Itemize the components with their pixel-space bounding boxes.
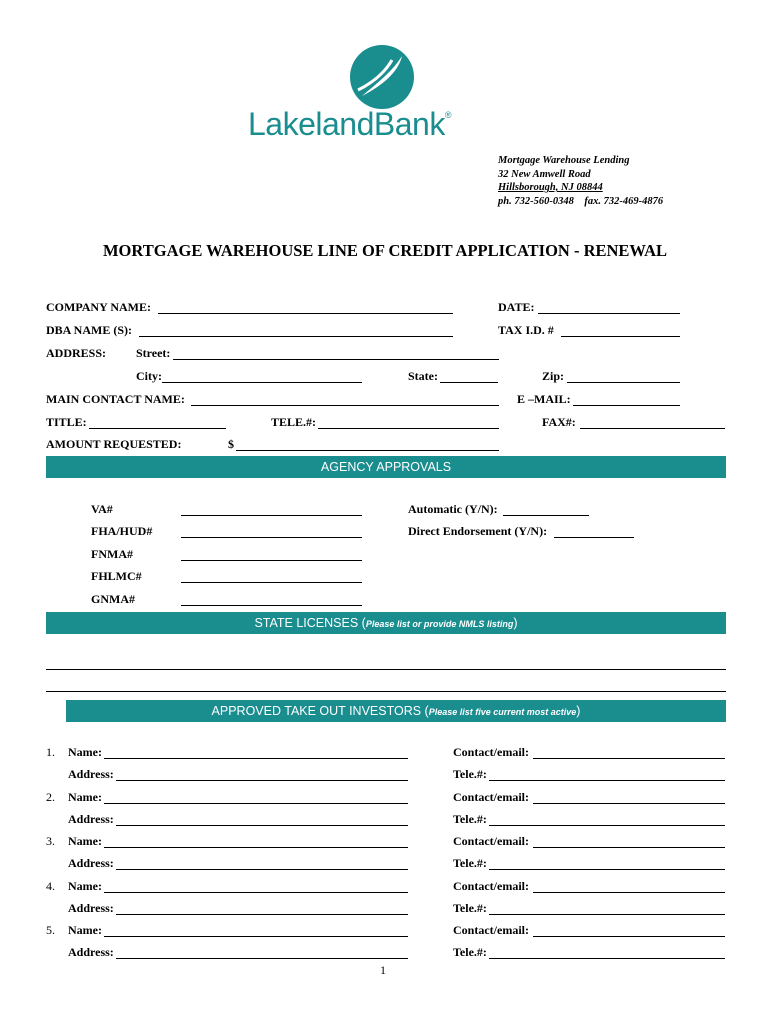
- gnma-label: GNMA#: [91, 592, 135, 606]
- address-dept: Mortgage Warehouse Lending: [498, 155, 630, 166]
- investor-name-label: Name:: [68, 789, 102, 804]
- investor-number: 4.: [46, 878, 55, 893]
- investor-number: 3.: [46, 834, 55, 848]
- state-licenses-header: STATE LICENSES (Please list or provide NMLS listing): [46, 612, 726, 634]
- dba-name-field[interactable]: [139, 336, 453, 337]
- state-field[interactable]: [440, 382, 498, 383]
- main-contact-label: MAIN CONTACT NAME:: [46, 392, 185, 406]
- direct-endorsement-label: Direct Endorsement (Y/N):: [408, 524, 548, 538]
- investor-contact-label: Contact/email:: [453, 789, 529, 804]
- state-licenses-line-1[interactable]: [46, 669, 726, 670]
- bank-address-block: [498, 154, 663, 208]
- investor-address-label: Address:: [68, 945, 114, 959]
- va-label: VA#: [91, 502, 113, 516]
- investor-tele-label: Tele.#:: [453, 811, 487, 826]
- investor-contact-label: Contact/email:: [453, 834, 529, 848]
- investor-name-field[interactable]: [104, 758, 408, 759]
- investor-address-field[interactable]: [116, 780, 408, 781]
- state-licenses-line-2[interactable]: [46, 691, 726, 692]
- fnma-label: FNMA#: [91, 547, 133, 561]
- investor-tele-field[interactable]: [489, 914, 725, 915]
- investor-tele-label: Tele.#:: [453, 767, 487, 781]
- gnma-field[interactable]: [181, 605, 362, 606]
- investor-address-field[interactable]: [116, 914, 408, 915]
- logo-wordmark: LakelandBank®: [248, 106, 451, 142]
- tax-id-field[interactable]: [561, 336, 680, 337]
- investor-contact-label: Contact/email:: [453, 745, 529, 759]
- automatic-field[interactable]: [503, 515, 589, 516]
- date-field[interactable]: [538, 313, 680, 314]
- amount-requested-field[interactable]: [236, 450, 499, 451]
- investor-tele-label: Tele.#:: [453, 900, 487, 915]
- investor-contact-field[interactable]: [533, 892, 725, 893]
- page-title: MORTGAGE WAREHOUSE LINE OF CREDIT APPLICATION - RENEWAL: [102, 241, 668, 260]
- zip-field[interactable]: [567, 382, 680, 383]
- investor-name-field[interactable]: [104, 803, 408, 804]
- investor-contact-field[interactable]: [533, 847, 725, 848]
- amount-requested-label: AMOUNT REQUESTED:: [46, 437, 182, 451]
- investor-number: 5.: [46, 923, 55, 937]
- investor-name-field[interactable]: [104, 847, 408, 848]
- fha-hud-field[interactable]: [181, 537, 362, 538]
- investor-tele-field[interactable]: [489, 958, 725, 959]
- date-label: DATE:: [498, 300, 535, 314]
- tax-id-label: TAX I.D. #: [498, 323, 554, 337]
- address-street: 32 New Amwell Road: [498, 168, 591, 180]
- investor-contact-label: Contact/email:: [453, 878, 529, 893]
- title-field[interactable]: [89, 428, 226, 429]
- agency-approvals-header: AGENCY APPROVALS: [46, 456, 726, 478]
- lakeland-bank-logo: [248, 44, 528, 144]
- page-number: 1: [380, 963, 386, 977]
- city-label: City:: [136, 369, 162, 383]
- city-field[interactable]: [162, 382, 362, 383]
- investors-header: APPROVED TAKE OUT INVESTORS (Please list five current most active): [66, 700, 726, 722]
- address-city: Hillsborough, NJ 08844: [498, 182, 603, 193]
- dollar-sign: $: [228, 437, 234, 451]
- investor-contact-label: Contact/email:: [453, 923, 529, 937]
- fnma-field[interactable]: [181, 560, 362, 561]
- investor-contact-field[interactable]: [533, 803, 725, 804]
- investor-tele-label: Tele.#:: [453, 856, 487, 870]
- company-name-field[interactable]: [158, 313, 453, 314]
- automatic-label: Automatic (Y/N):: [408, 502, 498, 516]
- title-label: TITLE:: [46, 415, 87, 429]
- email-label: E –MAIL:: [517, 392, 571, 406]
- investor-address-field[interactable]: [116, 825, 408, 826]
- tele-label: TELE.#:: [271, 415, 317, 429]
- email-field[interactable]: [573, 405, 680, 406]
- address-phone-fax: ph. 732-560-0348 fax. 732-469-4876: [498, 195, 664, 207]
- investor-contact-field[interactable]: [533, 936, 725, 937]
- direct-endorsement-field[interactable]: [554, 537, 634, 538]
- zip-label: Zip:: [542, 369, 565, 383]
- fhlmc-label: FHLMC#: [91, 569, 142, 583]
- investor-tele-field[interactable]: [489, 780, 725, 781]
- state-label: State:: [408, 369, 438, 383]
- investor-tele-field[interactable]: [489, 825, 725, 826]
- fax-label: FAX#:: [542, 415, 576, 429]
- investor-name-field[interactable]: [104, 936, 408, 937]
- investor-name-label: Name:: [68, 878, 102, 893]
- investor-address-label: Address:: [68, 856, 114, 870]
- investor-number: 2.: [46, 789, 55, 804]
- investor-address-label: Address:: [68, 767, 114, 781]
- investor-name-label: Name:: [68, 923, 102, 937]
- investor-tele-label: Tele.#:: [453, 945, 487, 959]
- investor-tele-field[interactable]: [489, 869, 725, 870]
- main-contact-field[interactable]: [191, 405, 499, 406]
- fax-field[interactable]: [580, 428, 725, 429]
- tele-field[interactable]: [318, 428, 499, 429]
- street-field[interactable]: [173, 359, 499, 360]
- street-label: Street:: [136, 346, 171, 360]
- company-name-label: COMPANY NAME:: [46, 300, 151, 314]
- fhlmc-field[interactable]: [181, 582, 362, 583]
- logo-swirl-icon: [348, 44, 416, 110]
- investor-name-label: Name:: [68, 745, 102, 759]
- investor-address-field[interactable]: [116, 958, 408, 959]
- investor-name-field[interactable]: [104, 892, 408, 893]
- investor-address-field[interactable]: [116, 869, 408, 870]
- address-label: ADDRESS:: [46, 346, 107, 360]
- fha-hud-label: FHA/HUD#: [91, 524, 153, 538]
- investor-address-label: Address:: [68, 900, 114, 915]
- investor-contact-field[interactable]: [533, 758, 725, 759]
- investor-address-label: Address:: [68, 811, 114, 826]
- investor-name-label: Name:: [68, 834, 102, 848]
- investor-number: 1.: [46, 745, 55, 759]
- va-field[interactable]: [181, 515, 362, 516]
- dba-name-label: DBA NAME (S):: [46, 323, 132, 337]
